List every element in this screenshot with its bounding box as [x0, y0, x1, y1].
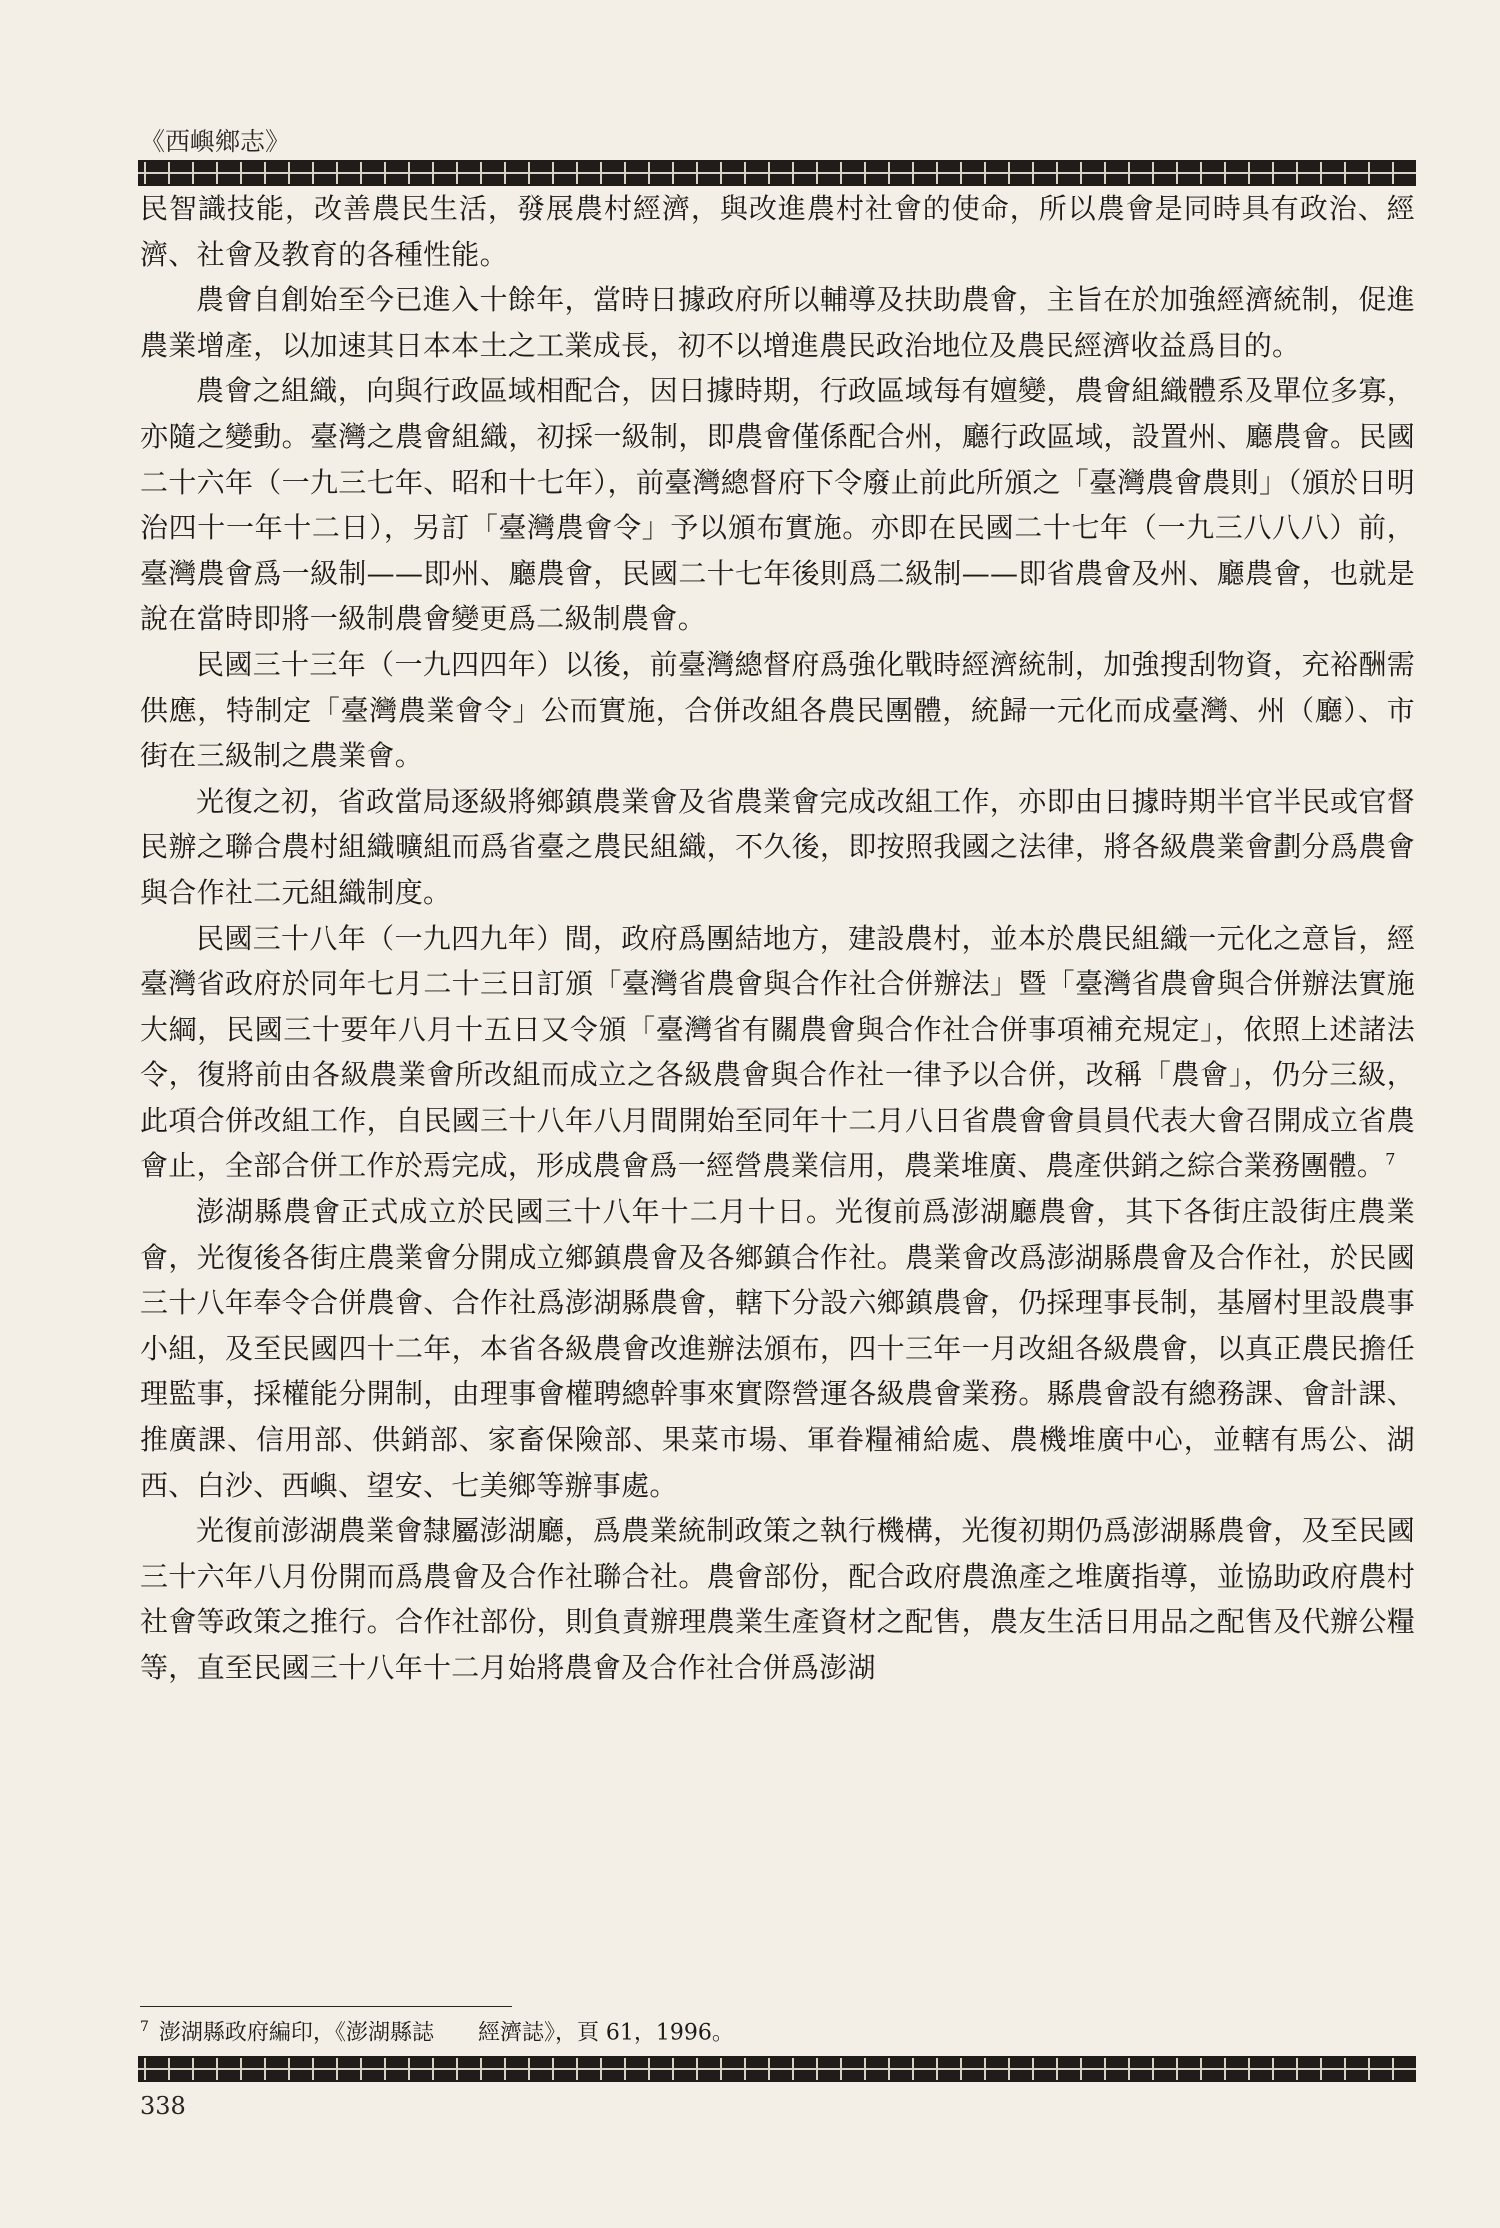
- body-text: [140, 186, 1415, 1691]
- paragraph-4: 民國三十三年（一九四四年）以後，前臺灣總督府爲強化戰時經濟統制，加強搜刮物資，充裕酬需供應，特制定「臺灣農業會令」公而實施，合併改組各農民團體，統歸一元化而成臺灣、州（廳）、市街在三級制之農業會。: [140, 647, 1415, 773]
- footnote-work: 《澎湖縣誌 經濟誌》，頁 61，1996。: [334, 2020, 734, 2046]
- footnote-publisher: 澎湖縣政府編印，: [158, 2020, 335, 2046]
- top-decorative-border: [138, 160, 1416, 186]
- paragraph-6: [140, 916, 1415, 1190]
- paragraph-2: 農會自創始至今已進入十餘年，當時日據政府所以輔導及扶助農會，主旨在於加強經濟統制，促進農業增產，以加速其日本本土之工業成長，初不以增進農民政治地位及農民經濟收益爲目的。: [140, 283, 1415, 362]
- paragraph-6-text: 民國三十八年（一九四九年）間，政府爲團結地方，建設農村，並本於農民組織一元化之意旨，經臺灣省政府於同年七月二十三日訂頒「臺灣省農會與合作社合併辦法」暨「臺灣省農會與合併辦法實施大綱，民國三十要年八月十五日又令頒「臺灣省有關農會與合作社合併事項補充規定」，依照上述諸法令，復將前由各級農業會所改組而成立之各級農會與合作社一律予以合併，改稱「農會」，仍分三級，此項合併改組工作，自民國三十八年八月間開始至同年十二月八日省農會會員員代表大會召開成立省農會止，全部合併工作於焉完成，形成農會爲一經營農業信用，農業堆廣、農產供銷之綜合業務團體。: [140, 921, 1415, 1183]
- paragraph-7: 澎湖縣農會正式成立於民國三十八年十二月十日。光復前爲澎湖廳農會，其下各街庄設街庄農業會，光復後各街庄農業會分開成立鄉鎮農會及各鄉鎮合作社。農業會改爲澎湖縣農會及合作社，於民國三十八年奉令合併農會、合作社爲澎湖縣農會，轄下分設六鄉鎮農會，仍採理事長制，基層村里設農事小組，及至民國四十二年，本省各級農會改進辦法頒布，四十三年一月改組各級農會，以真正農民擔任理監事，採權能分開制，由理事會權聘總幹事來實際營運各級農會業務。縣農會設有總務課、會計課、推廣課、信用部、供銷部、家畜保險部、果菜市場、軍眷糧補給處、農機堆廣中心，並轄有馬公、湖西、白沙、西嶼、望安、七美鄉等辦事處。: [140, 1195, 1415, 1502]
- footnote-ref: 7: [1385, 1150, 1396, 1170]
- paragraph-8: 光復前澎湖農業會隸屬澎湖廳，爲農業統制政策之執行機構，光復初期仍爲澎湖縣農會，及至民國三十六年八月份開而爲農會及合作社聯合社。農會部份，配合政府農漁產之堆廣指導，並協助政府農村社會等政策之推行。合作社部份，則負責辦理農業生產資材之配售，農友生活日用品之配售及代辦公糧等，直至民國三十八年十二月始將農會及合作社合併爲澎湖: [140, 1514, 1415, 1684]
- paragraph-1: 民智識技能，改善農民生活，發展農村經濟，與改進農村社會的使命，所以農會是同時具有政治、經濟、社會及教育的各種性能。: [140, 192, 1415, 271]
- footnote-number: 7: [140, 2019, 149, 2035]
- page-number: 338: [140, 2092, 186, 2120]
- bottom-decorative-border: [138, 2056, 1416, 2082]
- header-book-title: 《西嶼鄉志》: [140, 127, 291, 156]
- footnote: [140, 2012, 734, 2048]
- paragraph-5: 光復之初，省政當局逐級將鄉鎮農業會及省農業會完成改組工作，亦即由日據時期半官半民或官督民辦之聯合農村組織曠組而爲省臺之農民組織，不久後，即按照我國之法律，將各級農業會劃分爲農會與合作社二元組織制度。: [140, 784, 1415, 909]
- paragraph-3: 農會之組織，向與行政區域相配合，因日據時期，行政區域每有嬗變，農會組織體系及單位多寡，亦隨之變動。臺灣之農會組織，初採一級制，即農會僅係配合州，廳行政區域，設置州、廳農會。民國二十六年（一九三七年、昭和十七年），前臺灣總督府下令廢止前此所頒之「臺灣農會農則」（頒於日明治四十一年十二日），另訂「臺灣農會令」予以頒布實施。亦即在民國二十七年（一九三八八八）前，臺灣農會爲一級制——即州、廳農會，民國二十七年後則爲二級制——即省農會及州、廳農會，也就是說在當時即將一級制農會變更爲二級制農會。: [140, 374, 1415, 636]
- footnote-divider: [140, 2006, 512, 2007]
